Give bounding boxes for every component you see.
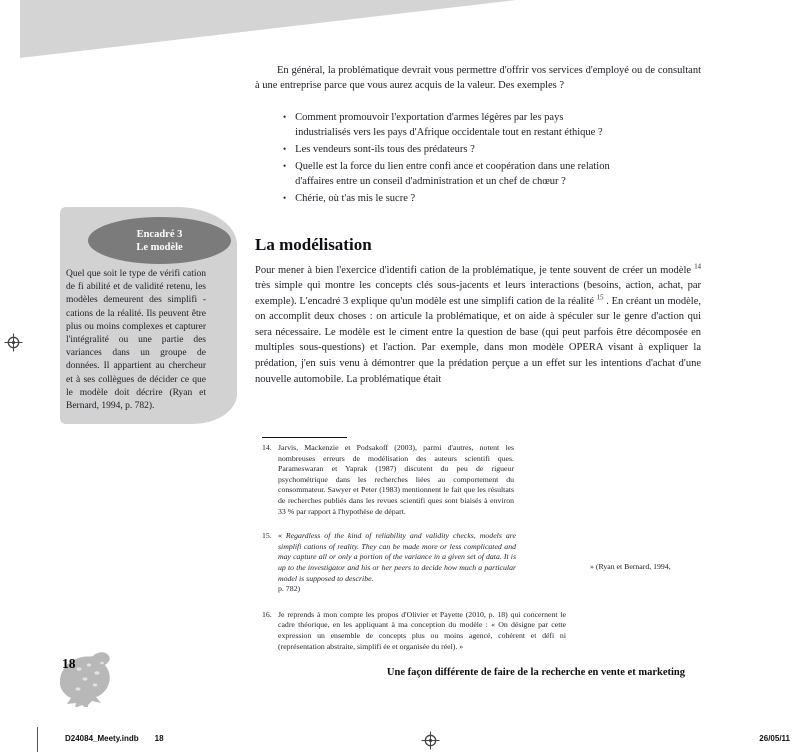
slug-page: 18 [154, 734, 164, 743]
footnote-ref-14: 14 [694, 263, 701, 270]
section-heading: La modélisation [255, 235, 372, 255]
running-footer: Une façon différente de faire de la recherche en vente et marketing [386, 667, 685, 678]
list-item [283, 142, 619, 157]
footnote-text: Je reprends à mon compte les propos d'Olivier et Payette (2010, p. 18) qui concernent le cadre théorique, en les appliquant à ma conception du modèle : « On désigne par cette expression un ensemble de concepts plus ou moins agencé, cohérent et défi ni (représentation abstraite, simplifi ée et organisée du réel). » [278, 609, 566, 651]
list-item [283, 159, 619, 189]
registration-mark-icon [421, 731, 440, 755]
quote-open: « [278, 531, 286, 541]
footnote-number: 16. [262, 609, 272, 619]
footnote-number: 15. [262, 531, 272, 541]
bullet-marker: • [283, 193, 287, 203]
page-number: 18 [62, 656, 76, 671]
encadre-title-ellipse [88, 217, 231, 264]
footnote-16 [262, 610, 702, 652]
bullet-text: Les vendeurs sont-ils tous des prédateurs ? [295, 144, 475, 155]
registration-mark-icon [4, 333, 23, 357]
bullet-list [283, 110, 619, 208]
footnotes-block [262, 443, 702, 652]
bullet-marker: • [283, 112, 287, 122]
footnote-14 [262, 443, 702, 517]
footnote-separator [262, 437, 347, 438]
body-text-segment: très simple qui montre les concepts clés sous-jacents et leurs interactions (besoins, action, achat, par exemple). L'encadré 3 explique qu'un modèle est une simplifi cation de la réalité [255, 280, 701, 307]
footnote-page-ref: p. 782) [278, 584, 301, 594]
slug-line [65, 734, 164, 743]
top-gray-swoosh [20, 0, 516, 58]
encadre-label: Encadré 3 [136, 228, 183, 240]
slug-date: 26/05/11 [759, 734, 790, 743]
footnote-text [278, 531, 671, 595]
footnote-attribution: » (Ryan et Bernard, 1994, [590, 562, 671, 572]
footnote-ref-15: 15 [596, 294, 604, 302]
encadre-box [60, 207, 237, 424]
slug-filename: D24084_Meety.indb [65, 734, 139, 743]
bullet-text: Chérie, où t'as mis le sucre ? [295, 193, 416, 204]
bullet-text: Quelle est la force du lien entre confi ance et coopération dans une relation d'affaires entre un conseil d'administration et un chef de chœur ? [295, 161, 610, 187]
bullet-text: Comment promouvoir l'exportation d'armes légères par les pays industrialisés vers les pays d'Afrique occidentale tout en restant éthique ? [295, 112, 603, 138]
footnote-text: Jarvis, Mackenzie et Podsakoff (2003), parmi d'autres, notent les nombreuses erreurs de modélisation des auteurs scientifi ques. Parameswaran et Yaprak (1987) discutent du peu de rigueur psychométrique dans les recherches liées au comportement du consommateur. Sawyer et Peter (1983) mentionnent le fait que les résultats de recherches publiés dans les revues scientifi ques sont biaisés à environ 33 % par rapport à l'hypothèse de départ. [278, 443, 514, 516]
encadre-title: Le modèle [136, 241, 183, 253]
list-item [283, 191, 619, 206]
body-text-segment: . En créant un modèle, on accomplit deux choses : on articule la problématique, et on aide à spéculer sur le genre d'action qui sera nécessaire. Le modèle est le ciment entre la question de base (qui peut parfois être décomposée en multiples sous-questions) et l'action. Par exemple, dans mon modèle OPERA visant à expliquer la prédation, j'en suis venu à démontrer que la prédation perçue a un effet sur les intentions d'achat d'une nouvelle automobile. La problématique était [255, 295, 701, 385]
encadre-body-text: Quel que soit le type de vérifi cation de fi abilité et de validité retenu, les modèles demeurent des simplifi - cations de la réalité. Ils peuvent être plus ou moins complexes et capturer l'intégralité ou une partie des variances dans un groupe de données. Il appartient au chercheur et à ses collègues de décider ce que le modèle doit décrire (Ryan et Bernard, 1994, p. 782). [66, 269, 206, 412]
footnote-quote: Regardless of the kind of reliability and validity checks, models are simplifi cations of reality. They can be made more or less complicated and may capture all or only a portion of the variance in a given set of data. It is up to the investigator and his or her peers to decide how much a particular model is supposed to describe. [278, 531, 516, 583]
bullet-marker: • [283, 161, 287, 171]
body-text-segment: Pour mener à bien l'exercice d'identifi cation de la problématique, je tente souvent de créer un modèle [255, 264, 695, 276]
intro-paragraph: En général, la problématique devrait vous permettre d'offrir vos services d'employé ou de consultant à une entreprise parce que vous aurez acquis de la valeur. Des exemples ? [255, 64, 701, 91]
list-item [283, 110, 619, 140]
body-paragraph [255, 263, 701, 388]
footnote-number: 14. [262, 443, 272, 452]
footnote-15 [262, 531, 702, 595]
bullet-marker: • [283, 144, 287, 154]
crop-mark [37, 727, 38, 752]
